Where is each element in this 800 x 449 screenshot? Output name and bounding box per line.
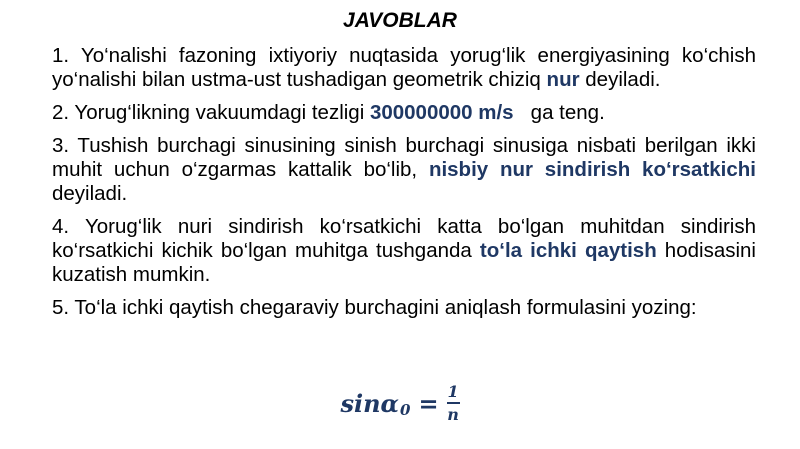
answer-text-end: hodisasini kuzatish mumkin.: [52, 239, 756, 286]
answer-highlight: to‘la ichki qaytish: [479, 239, 657, 262]
formula-lhs: sinα: [340, 388, 399, 418]
answer-text: 2. Yorug‘likning vakuumdagi tezligi: [52, 101, 370, 124]
answer-item-1: [52, 44, 756, 92]
answer-text: 4. Yorug‘lik nuri sindirish ko‘rsatkichi katta bo‘lgan muhitdan sindirish ko‘rsatkichi kichik bo‘lgan muhitga tushganda: [52, 215, 756, 262]
formula: [0, 382, 800, 424]
answers-list: [52, 44, 756, 329]
answer-text-end: ga teng.: [513, 101, 605, 124]
formula-subscript: 0: [400, 401, 411, 419]
answer-text: 5. To‘la ichki qaytish chegaraviy burchagini aniqlash formulasini yozing:: [52, 296, 697, 319]
answer-highlight: nisbiy nur sindirish ko‘rsatkichi: [428, 158, 756, 181]
fraction-bar: [447, 402, 460, 404]
answer-item-5: [52, 296, 756, 320]
formula-equals: =: [418, 388, 439, 418]
answer-text-end: deyiladi.: [52, 182, 128, 205]
answer-text-end: deyiladi.: [579, 68, 661, 91]
formula-fraction: [447, 382, 460, 424]
answer-highlight: nur: [546, 68, 580, 91]
formula-denominator: n: [447, 405, 459, 424]
answer-text: 1. Yo‘nalishi fazoning ixtiyoriy nuqtasida yorug‘lik energiyasining ko‘chish yo‘nalishi bilan ustma-ust tushadigan geometrik chiziq: [52, 44, 756, 91]
answer-item-2: [52, 101, 756, 125]
answer-item-4: [52, 215, 756, 287]
formula-numerator: 1: [447, 382, 459, 401]
answer-highlight: 300000000 m/s: [369, 101, 514, 124]
answer-text: 3. Tushish burchagi sinusining sinish burchagi sinusiga nisbati berilgan ikki muhit uchun o‘zgarmas kattalik bo‘lib,: [52, 134, 756, 181]
page-title: JAVOBLAR: [343, 9, 457, 32]
answer-item-3: [52, 134, 756, 206]
